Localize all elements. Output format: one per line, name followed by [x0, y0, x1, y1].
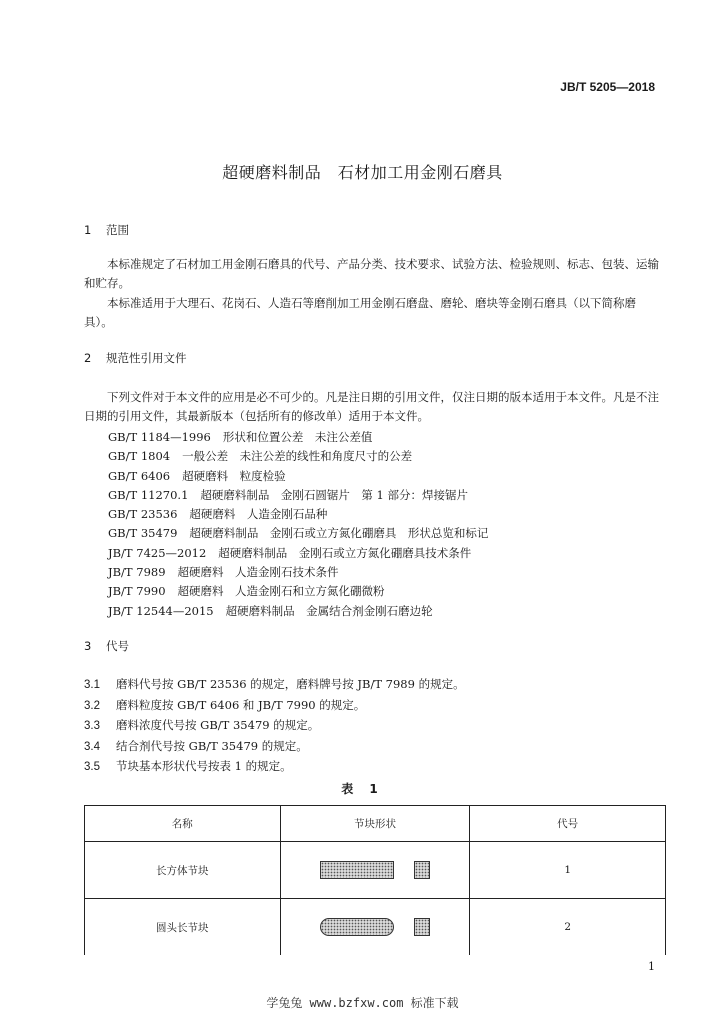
section-title: 范围: [106, 223, 129, 237]
segment-end-view-shape: [414, 918, 430, 936]
reference-title: 形状和位置公差 未注公差值: [222, 430, 373, 444]
clause-text: 磨料代号按 GB/T 23536 的规定，磨料牌号按 JB/T 7989 的规定。: [116, 677, 465, 691]
reference-item: [108, 563, 488, 582]
segment-code: 2: [470, 899, 666, 956]
document-title: 超硬磨料制品 石材加工用金刚石磨具: [222, 163, 503, 182]
reference-title: 超硬磨料 粒度检验: [182, 468, 286, 483]
reference-item: [108, 428, 488, 447]
reference-item: [108, 467, 488, 486]
reference-code: GB/T 35479: [108, 526, 178, 541]
reference-title: 一般公差 未注公差的线性和角度尺寸的公差: [182, 449, 413, 464]
reference-item: [108, 582, 488, 601]
clause-text: 节块基本形状代号按表 1 的规定。: [116, 759, 292, 773]
reference-title: 超硬磨料制品 金属结合剂金刚石磨边轮: [225, 603, 433, 618]
section-number: 2: [84, 351, 92, 365]
rounded-end-segment-shape: [320, 918, 394, 936]
column-header-code: 代号: [470, 806, 666, 842]
clause-item: [84, 737, 465, 758]
segment-shape-table: [84, 805, 666, 955]
clause-list: [84, 675, 465, 778]
clause-number: 3.2: [84, 699, 100, 712]
reference-code: JB/T 7989: [108, 565, 166, 580]
reference-title: 超硬磨料 人造金刚石和立方氮化硼微粉: [177, 584, 385, 599]
reference-item: [108, 505, 488, 524]
reference-code: GB/T 6406: [108, 468, 171, 483]
reference-code: JB/T 12544—2015: [108, 603, 214, 618]
section-3-heading: [84, 638, 129, 654]
references-intro: 下列文件对于本文件的应用是必不可少的。凡是注日期的引用文件，仅注日期的版本适用于本文件。凡是不注日期的引用文件，其最新版本（包括所有的修改单）适用于本文件。: [84, 390, 659, 423]
clause-item: [84, 696, 465, 717]
segment-name: 长方体节块: [85, 842, 281, 899]
section-title: 规范性引用文件: [106, 351, 187, 365]
section-title: 代号: [106, 639, 129, 653]
section-2-heading: [84, 350, 187, 366]
section-number: 1: [84, 223, 92, 237]
section-1-heading: [84, 222, 129, 238]
clause-text: 结合剂代号按 GB/T 35479 的规定。: [116, 738, 308, 753]
watermark-footer[interactable]: 学兔兔 www.bzfxw.com 标准下载: [266, 996, 459, 1010]
rectangular-segment-shape: [320, 861, 394, 879]
reference-item: [108, 524, 488, 543]
reference-title: 超硬磨料 人造金刚石技术条件: [177, 565, 339, 580]
reference-item: [108, 544, 488, 563]
reference-code: GB/T 23536: [108, 507, 178, 522]
segment-name: 圆头长节块: [85, 899, 281, 956]
reference-title: 超硬磨料制品 金刚石或立方氮化硼磨具技术条件: [218, 545, 472, 560]
reference-item: [108, 447, 488, 466]
clause-text: 磨料浓度代号按 GB/T 35479 的规定。: [116, 718, 320, 732]
reference-code: GB/T 11270.1: [108, 487, 189, 502]
clause-number: 3.4: [84, 740, 100, 753]
reference-title: 超硬磨料 人造金刚石品种: [189, 507, 328, 522]
segment-code: 1: [470, 842, 666, 899]
reference-title: 超硬磨料制品 金刚石或立方氮化硼磨具 形状总览和标记: [189, 526, 489, 541]
column-header-name: 名称: [85, 806, 281, 842]
scope-paragraph-1: 本标准规定了石材加工用金刚石磨具的代号、产品分类、技术要求、试验方法、检验规则、标志、包装、运输和贮存。: [84, 257, 659, 290]
reference-item: [108, 602, 488, 621]
reference-code: JB/T 7990: [108, 584, 166, 599]
standard-number: JB/T 5205—2018: [560, 80, 655, 94]
clause-item: [84, 675, 465, 696]
reference-title: 超硬磨料制品 金刚石圆锯片 第 1 部分：焊接锯片: [200, 487, 469, 502]
segment-shape-cell: [280, 842, 470, 899]
clause-number: 3.5: [84, 761, 100, 773]
segment-shape-cell: [280, 899, 470, 956]
reference-code: GB/T 1184—1996: [108, 430, 211, 444]
reference-item: [108, 486, 488, 505]
table-header-row: [85, 806, 666, 842]
column-header-shape: 节块形状: [280, 806, 470, 842]
segment-end-view-shape: [414, 861, 430, 879]
page-number: 1: [648, 960, 655, 973]
clause-number: 3.3: [84, 720, 100, 732]
scope-paragraph-2: 本标准适用于大理石、花岗石、人造石等磨削加工用金刚石磨盘、磨轮、磨块等金刚石磨具（以下简称磨具）。: [84, 296, 636, 329]
section-number: 3: [84, 639, 92, 653]
clause-item: [84, 757, 465, 778]
table-row: [85, 899, 666, 956]
reference-list: [108, 428, 488, 621]
reference-code: JB/T 7425—2012: [108, 545, 207, 560]
clause-item: [84, 716, 465, 737]
clause-number: 3.1: [84, 679, 100, 691]
reference-code: GB/T 1804: [108, 449, 171, 464]
clause-text: 磨料粒度按 GB/T 6406 和 JB/T 7990 的规定。: [116, 697, 366, 712]
table-caption: 表 1: [341, 782, 384, 796]
table-row: [85, 842, 666, 899]
